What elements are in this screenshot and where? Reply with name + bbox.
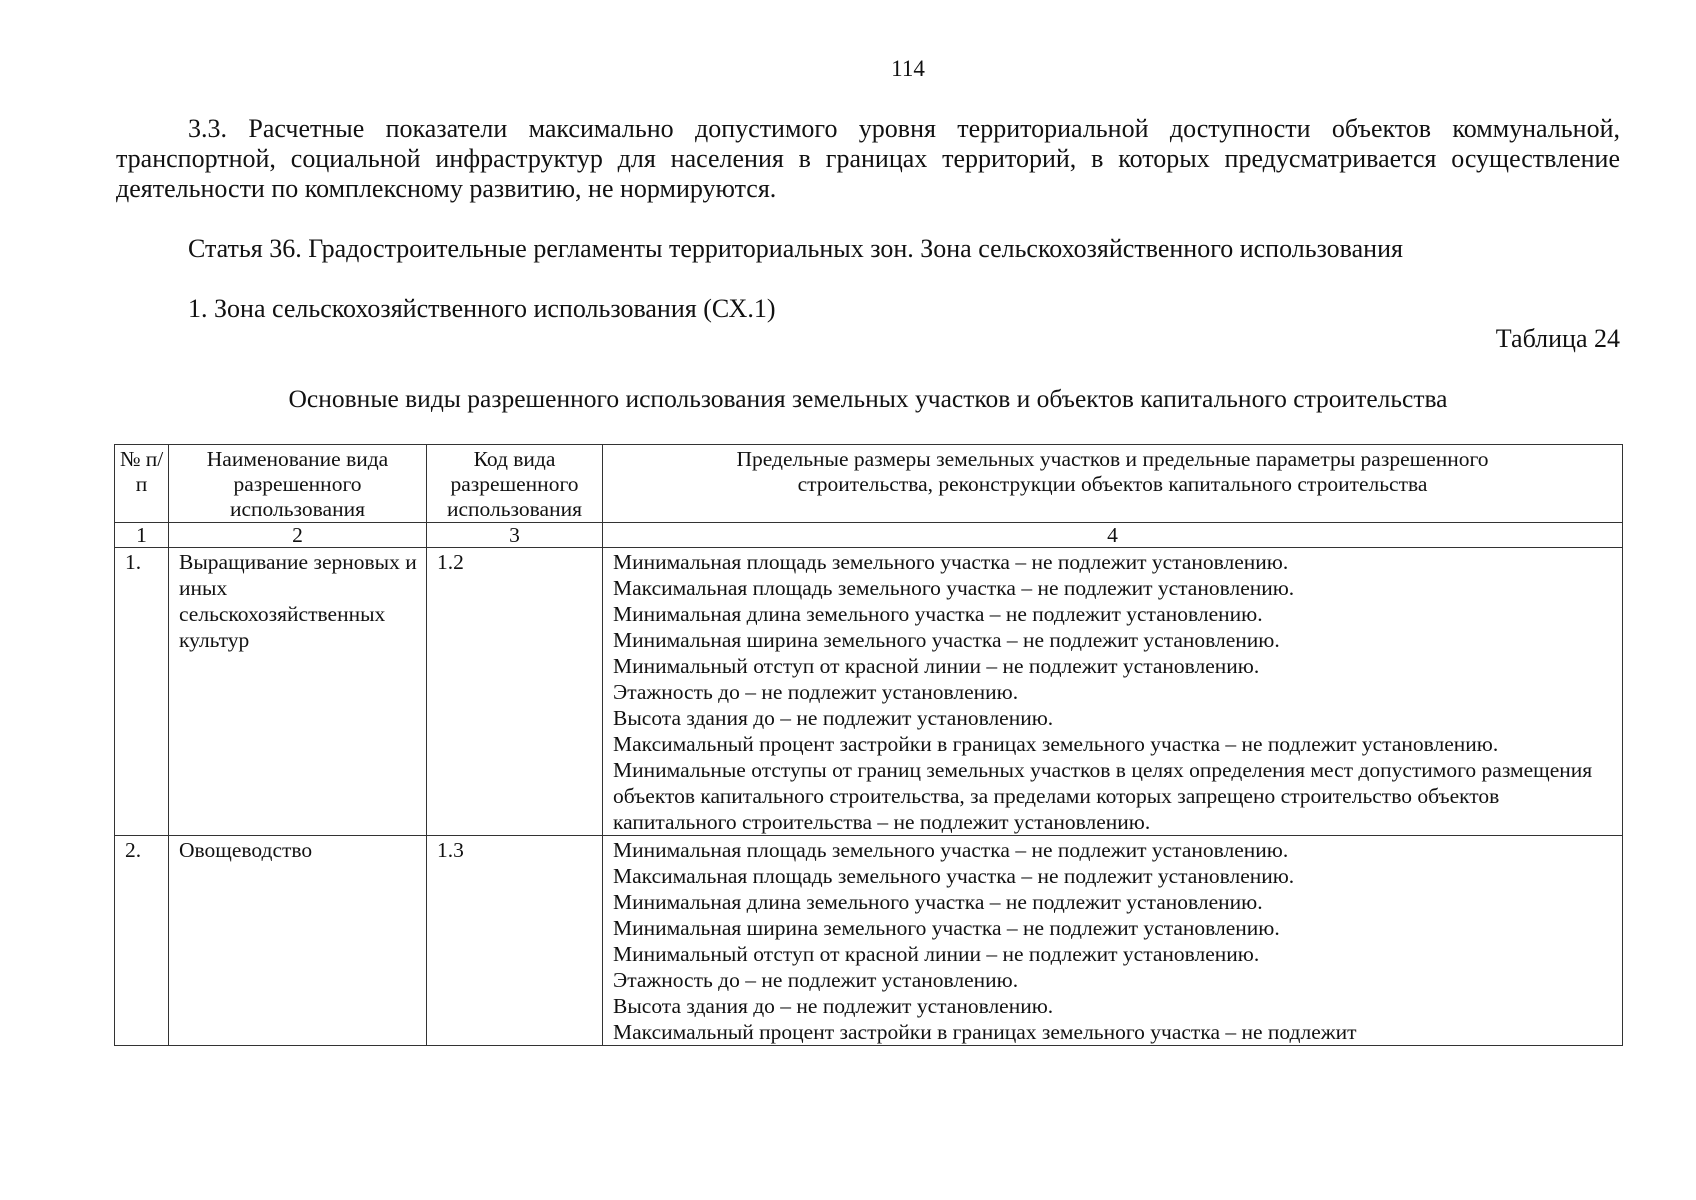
intro-paragraph: 3.3. Расчетные показатели максимально допустимого уровня территориальной доступности объектов коммунальной, транспортной, социальной инфраструктур для населения в границах территорий, в которых предусматривается осуществление деятельности по комплексному развитию, не нормируются.	[116, 114, 1620, 203]
parameters-cell	[603, 548, 1623, 836]
use-name: Выращивание зерновых и иных сельскохозяйственных культур	[169, 548, 427, 836]
parameter-line: Минимальный отступ от красной линии – не подлежит установлению.	[613, 942, 1260, 966]
parameter-line: Минимальная длина земельного участка – не подлежит установлению.	[613, 602, 1263, 626]
column-number-row	[115, 523, 1623, 548]
column-number: 4	[603, 523, 1623, 548]
column-number: 3	[427, 523, 603, 548]
parameter-line: Минимальная длина земельного участка – не подлежит установлению.	[613, 890, 1263, 914]
parameter-line: Минимальная площадь земельного участка – не подлежит установлению.	[613, 550, 1289, 574]
use-code: 1.2	[427, 548, 603, 836]
parameter-line: Высота здания до – не подлежит установлению.	[613, 706, 1054, 730]
table-row	[115, 836, 1623, 1046]
table-header-row	[115, 445, 1623, 523]
row-number: 2.	[115, 836, 169, 1046]
parameter-line: Минимальный отступ от красной линии – не подлежит установлению.	[613, 654, 1260, 678]
parameter-line: Максимальная площадь земельного участка – не подлежит установлению.	[613, 864, 1295, 888]
table-row	[115, 548, 1623, 836]
column-number: 2	[169, 523, 427, 548]
regulations-table	[114, 444, 1623, 1046]
header-parameters: Предельные размеры земельных участков и предельные параметры разрешенного строительства, реконструкции объектов капитального строительства	[603, 445, 1623, 523]
use-code: 1.3	[427, 836, 603, 1046]
parameter-line: Максимальный процент застройки в границах земельного участка – не подлежит	[613, 1020, 1357, 1044]
table-caption: Основные виды разрешенного использования земельных участков и объектов капитального строительства	[288, 384, 1448, 413]
row-number: 1.	[115, 548, 169, 836]
article-heading: Статья 36. Градостроительные регламенты территориальных зон. Зона сельскохозяйственного использования	[188, 234, 1403, 263]
parameter-line: Минимальная ширина земельного участка – не подлежит установлению.	[613, 628, 1280, 652]
page-number: 114	[891, 56, 925, 81]
use-name: Овощеводство	[169, 836, 427, 1046]
parameter-line: Этажность до – не подлежит установлению.	[613, 680, 1019, 704]
column-number: 1	[115, 523, 169, 548]
parameter-line: Этажность до – не подлежит установлению.	[613, 968, 1019, 992]
header-use-name: Наименование вида разрешенного использования	[169, 445, 427, 523]
parameters-cell	[603, 836, 1623, 1046]
parameter-line: Минимальная площадь земельного участка – не подлежит установлению.	[613, 838, 1289, 862]
parameter-line: Минимальная ширина земельного участка – не подлежит установлению.	[613, 916, 1280, 940]
parameter-line: Высота здания до – не подлежит установлению.	[613, 994, 1054, 1018]
header-use-code: Код вида разрешенного использования	[427, 445, 603, 523]
table-body	[115, 548, 1623, 1046]
parameter-line: Минимальные отступы от границ земельных участков в целях определения мест допустимого размещения объектов капитального строительства, за пределами которых запрещено строительство объектов капитального строительства – не подлежит установлению.	[613, 758, 1593, 834]
parameter-line: Максимальная площадь земельного участка – не подлежит установлению.	[613, 576, 1295, 600]
table-label: Таблица 24	[1495, 324, 1620, 353]
parameter-line: Максимальный процент застройки в границах земельного участка – не подлежит установлению.	[613, 732, 1499, 756]
header-number: № п/п	[115, 445, 169, 523]
zone-heading: 1. Зона сельскохозяйственного использования (СХ.1)	[188, 294, 776, 323]
